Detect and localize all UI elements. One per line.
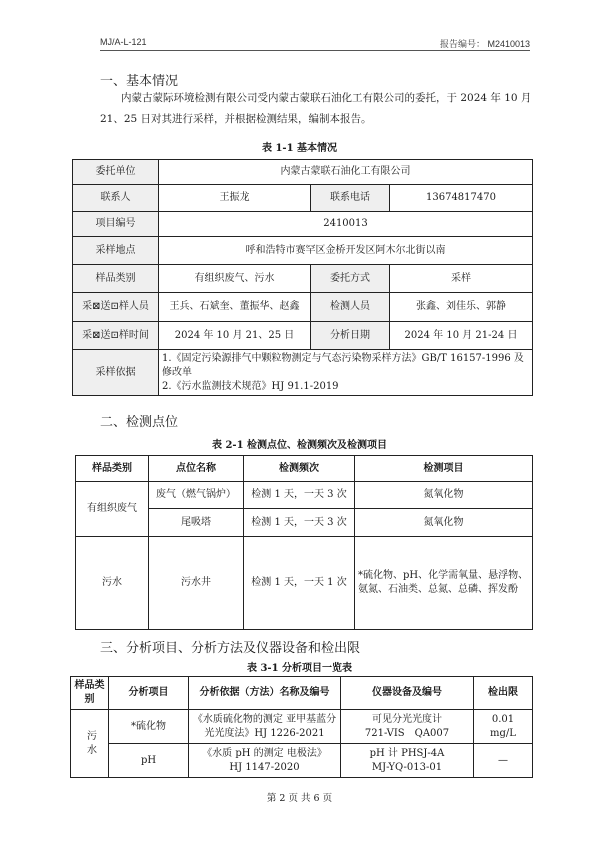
column-header: 分析依据（方法）名称及编号 [189,677,341,710]
column-header: 分析项目 [109,677,189,710]
cell: 项目编号 [73,212,159,237]
table-2-caption: 表 2-1 检测点位、检测频次及检测项目 [211,440,388,451]
table-header-row [76,456,533,482]
column-header: 点位名称 [149,456,244,482]
cell: 采样地点 [73,237,159,265]
cell-line: — [498,754,508,766]
table-row [71,710,533,744]
cell [341,744,474,778]
table-row [73,237,533,265]
cell: 污水 [71,710,109,778]
table-row [73,265,533,293]
intro-paragraph: 内蒙古蒙际环境检测有限公司受内蒙古蒙联石油化工有限公司的委托，于 2024 年 10 月 21、25 日对其进行采样，并根据检测结果，编制本报告。 [100,92,532,125]
cell: 联系人 [73,185,159,212]
cell-line: 《水质硫化物的测定 亚甲基蓝分 [192,713,337,725]
cell: 呼和浩特市赛罕区金桥开发区阿木尔北街以南 [159,237,533,265]
cell: 委托单位 [73,160,159,185]
cell: *硫化物、pH、化学需氧量、悬浮物、氨氮、石油类、总氮、总磷、挥发酚 [355,537,533,630]
cell-line: 《水质 pH 的测定 电极法》 [202,747,327,759]
sampling-basis-cell [159,350,533,396]
column-header: 样品类别 [76,456,149,482]
cell: 采样依据 [73,350,159,396]
table-row [73,185,533,212]
section-2-heading: 二、检测点位 [100,415,179,430]
cell-line: MJ-YQ-013-01 [371,761,443,773]
cell: 王振龙 [159,185,311,212]
page-footer: 第 2 页 共 6 页 [266,793,333,804]
table-row [73,322,533,350]
table-header-row [71,677,533,710]
cell: 检测 1 天，一天 3 次 [244,509,355,537]
cell: 委托方式 [311,265,390,293]
cell: 采样 [390,265,533,293]
cell: 13674817470 [390,185,533,212]
analysis-items-table [70,676,533,778]
cell: 王兵、石斌奎、董振华、赵鑫 [159,293,311,322]
monitoring-points-table [75,455,533,630]
table-row [76,482,533,509]
cell [474,744,533,778]
cell [341,710,474,744]
cell: 采⊠送⊡样人员 [73,293,159,322]
cell: 污水 [76,537,149,630]
cell: 检测 1 天，一天 1 次 [244,537,355,630]
cell [189,744,341,778]
column-header: 样品类别 [71,677,109,710]
table-1-caption: 表 1-1 基本情况 [261,143,338,154]
cell: pH [109,744,189,778]
column-header: 检出限 [474,677,533,710]
table-3-caption: 表 3-1 分析项目一览表 [246,663,353,674]
column-header: 仪器设备及编号 [341,677,474,710]
table-row [73,160,533,185]
cell: 2024 年 10 月 21、25 日 [159,322,311,350]
cell: 有组织废气 [76,482,149,537]
cell: 采⊠送⊡样时间 [73,322,159,350]
cell: *硫化物 [109,710,189,744]
doc-code: MJ/A-L-121 [100,37,147,47]
cell-line: 0.01 [491,713,515,725]
cell: 有组织废气、污水 [159,265,311,293]
cell: 废气（燃气锅炉） [149,482,244,509]
cell: 检测 1 天，一天 3 次 [244,482,355,509]
section-1-heading: 一、基本情况 [100,74,179,89]
section-3-heading: 三、分析项目、分析方法及仪器设备和检出限 [100,641,361,656]
basis-line: 1.《固定污染源排气中颗粒物测定与气态污染物采样方法》GB/T 16157-1996 及修改单 [162,352,524,378]
cell: 联系电话 [311,185,390,212]
table-row [73,212,533,237]
cell: 2024 年 10 月 21-24 日 [390,322,533,350]
cell: 污水井 [149,537,244,630]
cell: 2410013 [159,212,533,237]
cell: 内蒙古蒙联石油化工有限公司 [159,160,533,185]
cell [474,710,533,744]
cell-line: HJ 1147-2020 [229,761,300,773]
cell: 氮氧化物 [355,482,533,509]
cell: 样品类别 [73,265,159,293]
cell-line: 光光度法》HJ 1226-2021 [204,727,325,739]
cell: 氮氧化物 [355,509,533,537]
cell-line: 721-VIS QA007 [364,727,450,739]
cell: 张鑫、刘佳乐、郭静 [390,293,533,322]
cell [189,710,341,744]
column-header: 检测频次 [244,456,355,482]
cell-line: mg/L [490,727,516,739]
cell-line: pH 计 PHSJ-4A [369,747,445,759]
table-row [73,350,533,396]
cell-line: 可见分光光度计 [372,713,442,725]
table-row [76,537,533,630]
cell: 尾吸塔 [149,509,244,537]
page-header [100,36,530,51]
table-row [73,293,533,322]
cell: 分析日期 [311,322,390,350]
basis-line: 2.《污水监测技术规范》HJ 91.1-2019 [162,380,339,392]
column-header: 检测项目 [355,456,533,482]
cell: 检测人员 [311,293,390,322]
report-number: 报告编号： M2410013 [439,39,530,49]
basic-info-table [72,159,533,396]
table-row [71,744,533,778]
